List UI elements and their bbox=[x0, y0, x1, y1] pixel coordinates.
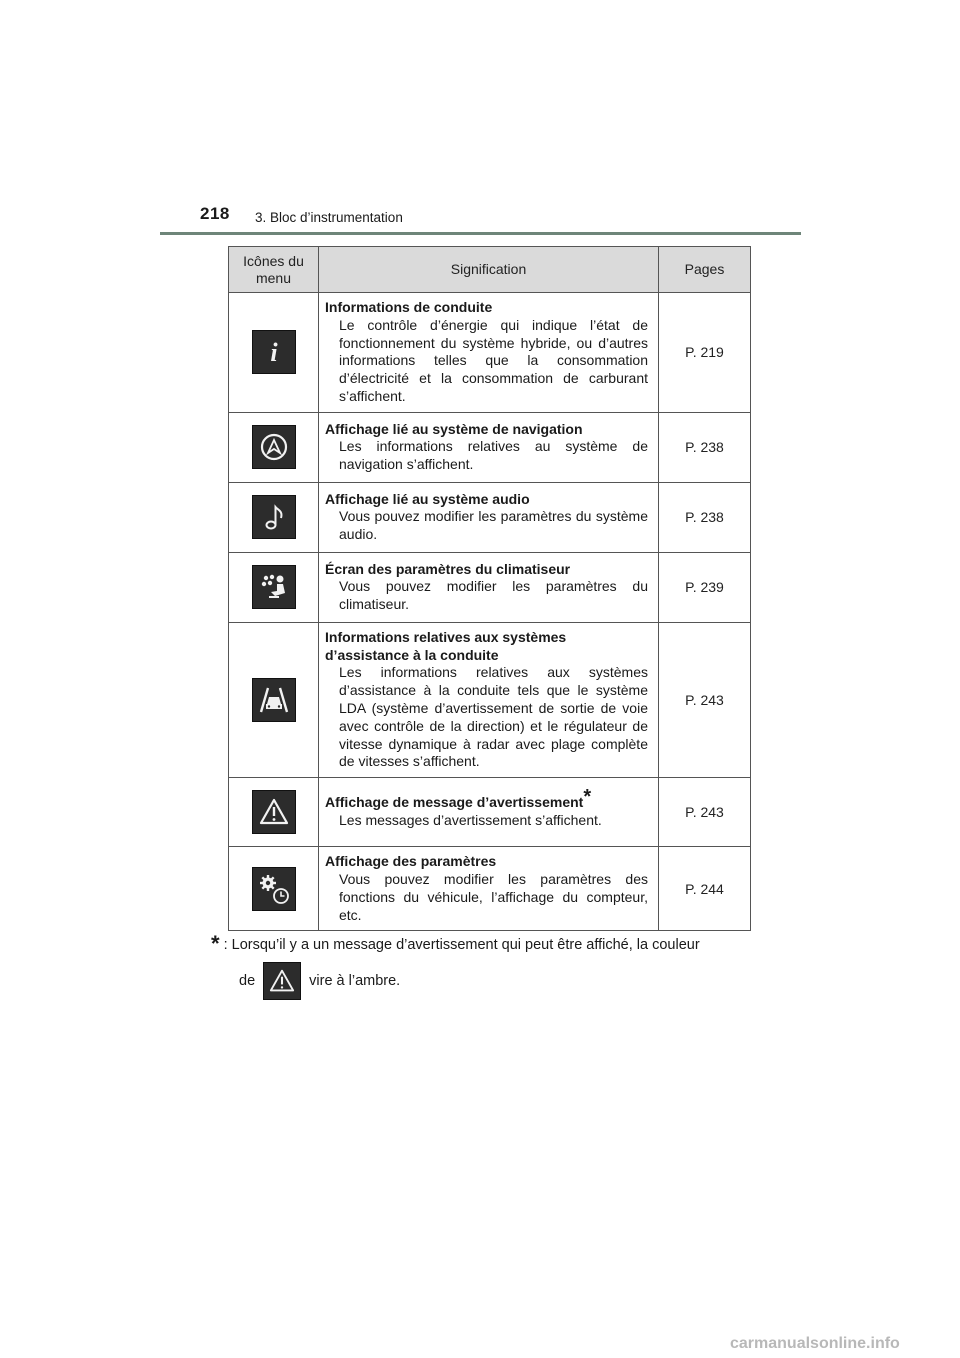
row-title: Affichage lié au système audio bbox=[325, 490, 530, 507]
page-header bbox=[0, 0, 960, 240]
settings-icon bbox=[252, 867, 296, 911]
table-row bbox=[229, 552, 751, 622]
row-title: Informations de conduite bbox=[325, 299, 493, 315]
row-title bbox=[325, 786, 648, 812]
footnote-line-2 bbox=[239, 962, 400, 1000]
table-row bbox=[229, 412, 751, 482]
page-reference: P. 219 bbox=[659, 293, 751, 413]
row-title: Affichage lié au système de navigation bbox=[325, 420, 583, 437]
row-body: Les messages d’avertissement s’affichent. bbox=[339, 812, 602, 829]
page-reference: P. 238 bbox=[659, 412, 751, 482]
description-cell bbox=[319, 412, 659, 482]
footnote-marker: * bbox=[211, 931, 220, 956]
driving-assist-icon bbox=[252, 678, 296, 722]
icon-cell bbox=[229, 622, 319, 777]
page-reference: P. 243 bbox=[659, 622, 751, 777]
icon-cell bbox=[229, 847, 319, 931]
description-cell bbox=[319, 552, 659, 622]
row-body: Les informations relatives au système de navigation s’affichent. bbox=[339, 438, 648, 473]
page-number: 218 bbox=[200, 204, 230, 223]
row-body: Vous pouvez modifier les paramètres du climatiseur. bbox=[339, 578, 648, 613]
music-note-icon bbox=[252, 495, 296, 539]
table-row bbox=[229, 293, 751, 413]
icon-cell bbox=[229, 412, 319, 482]
table-row bbox=[229, 622, 751, 777]
warning-icon bbox=[252, 790, 296, 834]
table-row bbox=[229, 482, 751, 552]
description-cell bbox=[319, 622, 659, 777]
row-body: Le contrôle d’énergie qui indique l’état de fonctionnement du système hybride, ou d’autres informations telles que la consommation d’électricité et la consommation de carburant s’affichent. bbox=[339, 316, 648, 404]
description-cell bbox=[319, 482, 659, 552]
info-icon bbox=[252, 330, 296, 374]
column-header-pages: Pages bbox=[659, 247, 751, 293]
row-title: Informations relatives aux systèmes d’assistance à la conduite bbox=[325, 628, 567, 663]
icon-cell bbox=[229, 293, 319, 413]
table-row bbox=[229, 847, 751, 931]
row-body: Vous pouvez modifier les paramètres des fonctions du véhicule, l’affichage du compteur, etc. bbox=[339, 870, 648, 923]
row-body: Vous pouvez modifier les paramètres du système audio. bbox=[339, 508, 648, 543]
icon-cell bbox=[229, 778, 319, 847]
climate-icon bbox=[252, 565, 296, 609]
column-header-meaning: Signification bbox=[319, 247, 659, 293]
watermark: carmanualsonline.info bbox=[730, 1335, 900, 1352]
row-body: Les informations relatives aux systèmes d’assistance à la conduite tels que le système LDA (système d’avertissement de sortie de voie avec contrôle de la direction) et le régulateur de vitesse dynamique à radar avec plage complète de vitesses s’affichent. bbox=[339, 664, 648, 770]
table-row bbox=[229, 778, 751, 847]
footnote-marker: * bbox=[583, 786, 592, 809]
footnote-prefix: de bbox=[239, 973, 256, 989]
icon-cell bbox=[229, 552, 319, 622]
row-title: Affichage des paramètres bbox=[325, 853, 497, 870]
row-title: Écran des paramètres du climatiseur bbox=[325, 560, 571, 577]
column-header-icons: Icônes du menu bbox=[229, 247, 319, 293]
svg-text:i: i bbox=[269, 338, 278, 368]
footnote-suffix: vire à l’ambre. bbox=[309, 973, 401, 989]
icon-cell bbox=[229, 482, 319, 552]
table-header-row bbox=[229, 247, 751, 293]
warning-icon bbox=[263, 962, 301, 1000]
footnote bbox=[211, 932, 751, 955]
page-reference: P. 243 bbox=[659, 778, 751, 847]
header-rule bbox=[160, 232, 801, 235]
description-cell bbox=[319, 847, 659, 931]
page-reference: P. 238 bbox=[659, 482, 751, 552]
page-reference: P. 239 bbox=[659, 552, 751, 622]
description-cell bbox=[319, 778, 659, 847]
navigation-icon bbox=[252, 425, 296, 469]
section-title: 3. Bloc d’instrumentation bbox=[255, 210, 403, 225]
footnote-text: : Lorsqu’il y a un message d’avertissement qui peut être affiché, la couleur bbox=[223, 937, 700, 953]
menu-icons-table bbox=[228, 246, 751, 931]
page-reference: P. 244 bbox=[659, 847, 751, 931]
description-cell bbox=[319, 293, 659, 413]
row-title-text: Affichage de message d’avertissement bbox=[325, 794, 584, 811]
